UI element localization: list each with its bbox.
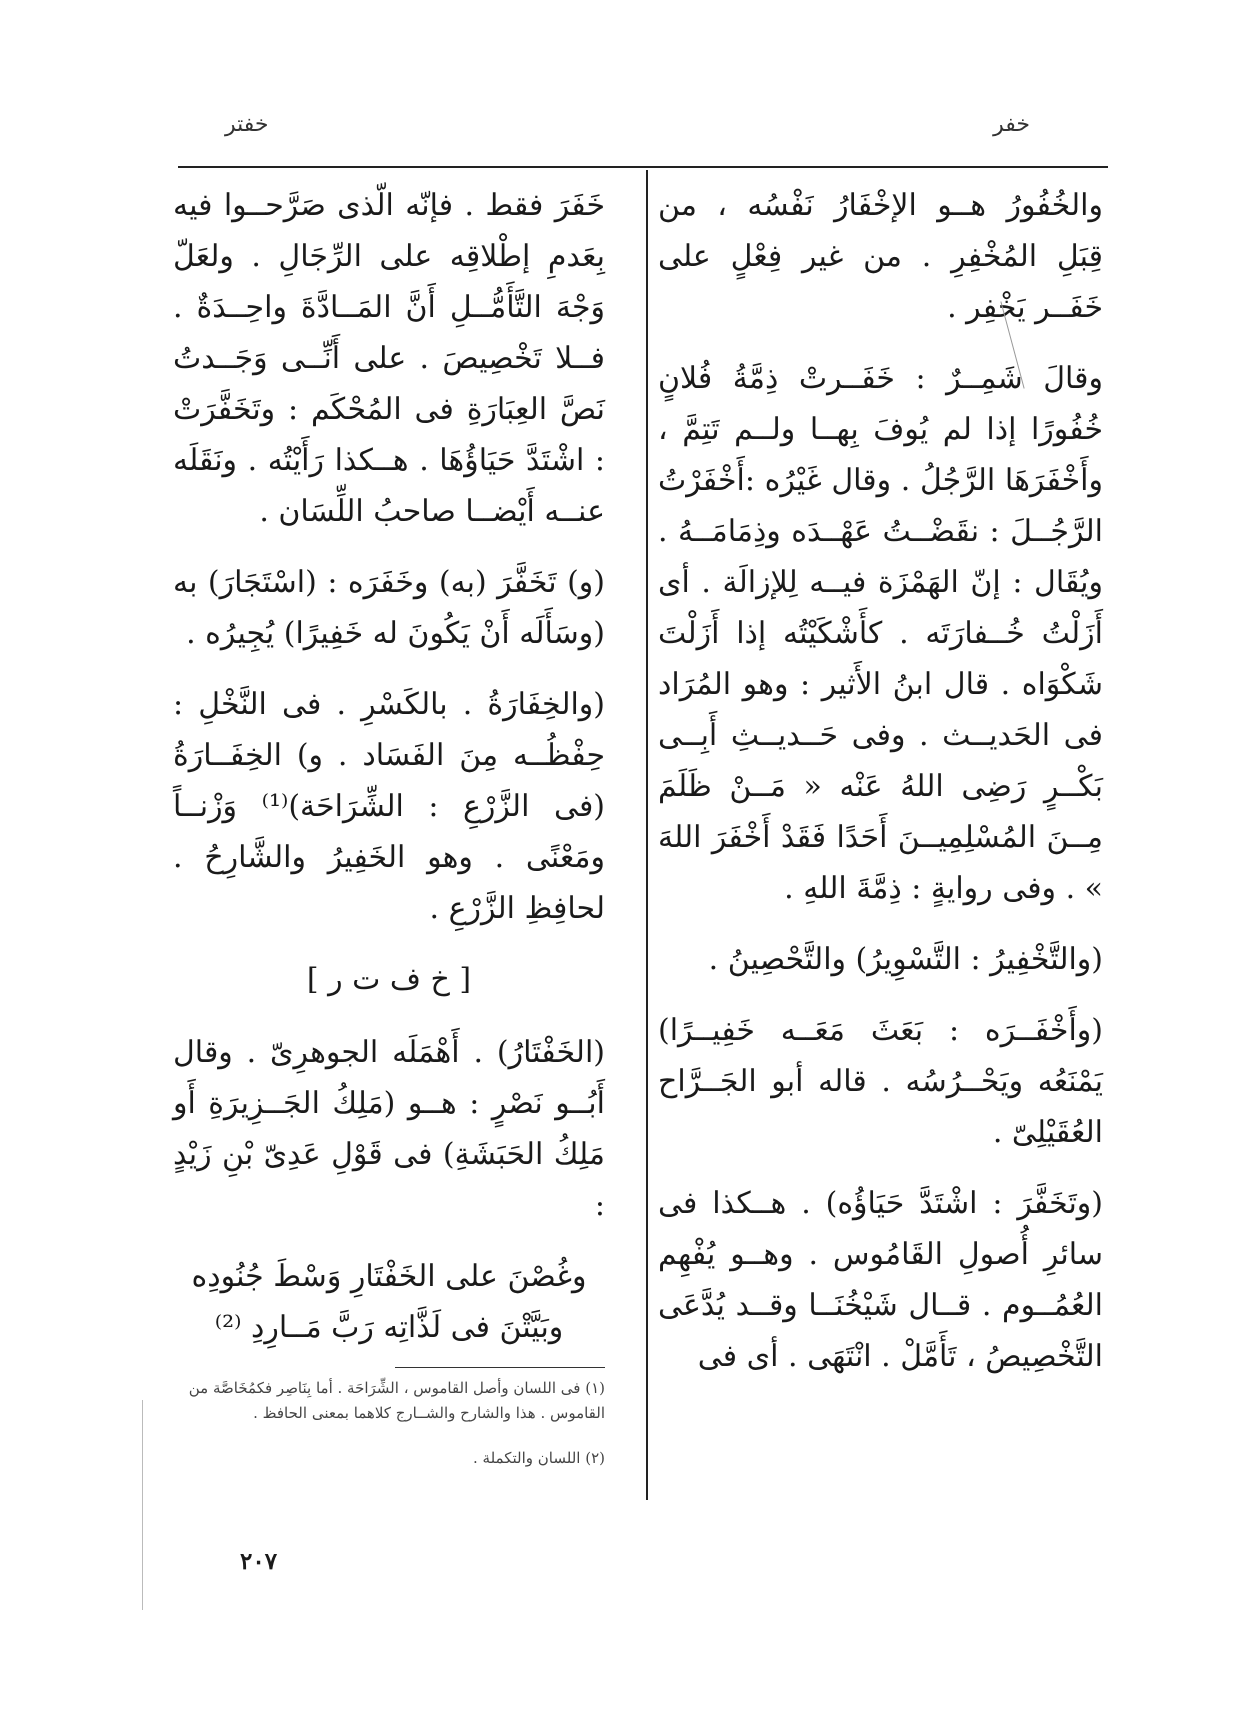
column-divider <box>646 170 648 1500</box>
paragraph: (وتَخَفَّرَ : اشْتَدَّ حَيَاؤُه) . هــكذا فى سائرِ أُصولِ القَامُوس . وهــو يُفْهِم العُمُــوم . قــال شَيْخُنَــا وقــد يُدَّعَى التَّخْصِيصُ ، تَأَمَّلْ . انْتَهَى . أى فى <box>658 1186 1103 1374</box>
paragraph: وقالَ شَمِــرٌ : خَفَــرتْ ذِمَّةُ فُلانٍ خُفُورًا إذا لم يُوفَ بِهــا ولــم تَتِمَّ ، وأَخْفَرَهَا الرَّجُلُ . وقال غَيْرُه :أَخْفَرْتُ الرَّجُــلَ : نقَضْــتُ عَهْــدَه وذِمَامَــهُ . ويُقَال : إنّ الهَمْزَة فيــه لِلإزالَة . أى أَزَلْتُ خُــفارَتَه . كأَشْكَيْتُه إذا أَزَلْتَ شَكْوَاه . قال ابنُ الأَثير : وهو المُرَاد فى الحَديــث . وفى حَــديــثِ أَبِــى بَكْــرٍ رَضِى اللهُ عَنْه « مَــنْ ظَلَمَ مِــنَ المُسْلِمِيــنَ أَحَدًا فَقَدْ أَخْفَرَ اللهَ » . وفى روايةٍ : ذِمَّةَ اللهِ . <box>658 361 1103 906</box>
running-header-left: خفتر <box>225 112 269 137</box>
section-heading: [ خ ف ت ر ] <box>306 962 472 997</box>
running-header-right: خفر <box>993 112 1030 137</box>
footnote: (٢) اللسان والتكملة . <box>473 1449 605 1467</box>
paragraph: والخُفُورُ هــو الإخْفَارُ نَفْسُه ، من قِبَلِ المُخْفِرِ . من غير فِعْلٍ على خَفَــر يَخْفِر . <box>658 188 1103 325</box>
poem-verse: وبَيَّتْنَ فى لَذَّاتِه رَبَّ مَــارِدِ ⁽²⁾ <box>214 1310 564 1345</box>
right-column <box>658 180 1103 1402</box>
scan-artifact <box>142 1400 143 1610</box>
left-column <box>173 180 605 1491</box>
paragraph: (والتَّخْفِيرُ : التَّسْوِيرُ) والتَّحْصِينُ . <box>708 942 1103 977</box>
paragraph: (الخَفْتَارُ) . أَهْمَلَه الجوهرِىّ . وقال أَبُــو نَصْرٍ : هــو (مَلِكُ الجَــزِيرَةِ أَو مَلِكُ الحَبَشَةِ) فى قَوْلِ عَدِىّ بْنِ زَيْدٍ : <box>173 1035 605 1223</box>
page-number: ٢٠٧ <box>240 1548 278 1575</box>
poem-verse: وغُصْنَ على الخَفْتَارِ وَسْطَ جُنُودِه <box>191 1259 587 1294</box>
footnote: (١) فى اللسان وأصل القاموس ، الشِّرَاحَة . أما بِنَاصِر فكمُخَاصَّة من القاموس . هذا والشارح والشــارج كلاهما بمعنى الحافظ . <box>188 1379 605 1422</box>
paragraph: (و) تَخَفَّرَ (به) وخَفَرَه : (اسْتَجَارَ) به (وسَأَلَه أَنْ يَكُونَ له خَفِيرًا) يُجِيرُه . <box>173 565 605 651</box>
paragraph: (وأَخْفَــرَه : بَعَثَ مَعَــه خَفِيــرًا) يَمْنَعُه ويَحْــرُسُه . قاله أبو الجَــرَّاح العُقَيْلِىّ . <box>658 1013 1103 1150</box>
header-rule <box>178 166 1108 168</box>
paragraph: (والخِفَارَةُ . بالكَسْرِ . فى النَّخْلِ : حِفْظُــه مِنَ الفَسَاد . و) الخِفَــارَةُ (فى الزَّرْعِ : الشِّرَاحَة)⁽¹⁾ وَزْنــاً ومَعْنًى . وهو الخَفِيرُ والشَّارِحُ . لحافِظِ الزَّرْعِ . <box>173 687 605 926</box>
paragraph: خَفَرَ فقط . فإنّه الّذى صَرَّحــوا فيه بِعَدمِ إطْلاقِه على الرِّجَالِ . ولعَلّ وَجْهَ التَّأَمُّــلِ أَنَّ المَــادَّةَ واحِــدَةٌ . فــلا تَخْصِيصَ . على أَنِّــى وَجَــدتُ نَصَّ العِبَارَةِ فى المُحْكَم : وتَخَفَّرَتْ : اشْتَدَّ حَيَاؤُهَا . هــكذا رَأَيْتُه . ونَقَلَه عنــه أَيْضــا صاحبُ اللِّسَان . <box>173 188 605 529</box>
footnote-rule <box>395 1367 605 1368</box>
poem <box>173 1251 605 1353</box>
